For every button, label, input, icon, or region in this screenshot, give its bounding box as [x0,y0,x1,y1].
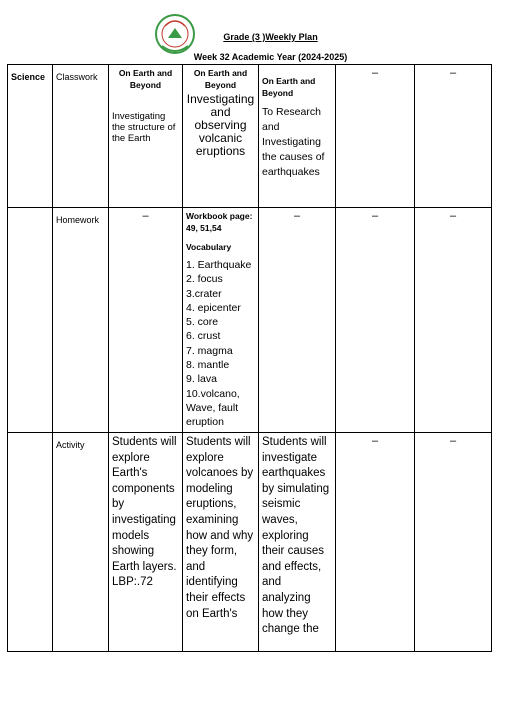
page-subtitle: Week 32 Academic Year (2024-2025) [193,52,348,62]
vocab-item: 4. epicenter [186,301,241,314]
lesson-objective: To Research and Investigating the causes of earthquakes [262,106,325,178]
page-title: Grade (3 )Weekly Plan [223,32,318,42]
activity-cell-3 [259,433,336,652]
subject-cell [8,65,53,208]
activity-label: Activity [56,440,85,450]
unit-title: On Earth and Beyond [118,68,173,90]
classwork-cell-1 [109,65,183,208]
lesson-objective: Investigating and observing volcanic eruptions [186,92,255,158]
vocabulary-title: Vocabulary [186,242,232,252]
unit-title: On Earth and Beyond [193,68,248,90]
row-label-cell [53,433,109,652]
subject-label: Science [11,72,46,82]
activity-row [8,433,492,652]
classwork-cell-3 [259,65,336,208]
vocab-item: 6. crust [186,330,221,343]
row-label-cell [53,208,109,433]
subject-cell-empty [8,433,53,652]
lesson-objective: Investigating the structure of the Earth [112,111,176,144]
vocab-item: 5. core [186,316,219,329]
vocab-item: 3.crater [186,287,222,300]
homework-row [8,208,492,433]
activity-cell-2 [183,433,259,652]
homework-cell-5: – [415,208,492,433]
vocab-item: 9. lava [186,373,217,386]
row-label-cell [53,65,109,208]
activity-cell-1 [109,433,183,652]
classwork-row [8,65,492,208]
homework-cell-2 [183,208,259,433]
unit-title: On Earth and Beyond [262,76,316,98]
activity-text: Students will explore Earth's components by investigating models showing Earth layers. LBP:.72 [112,436,177,589]
homework-cell-3: – [259,208,336,433]
homework-cell-1: – [109,208,183,433]
vocabulary-list [186,258,255,430]
classwork-label: Classwork [56,72,98,82]
vocab-item: 1. Earthquake [186,259,252,271]
vocab-item: 7. magma [186,344,233,357]
weekly-plan-table [7,64,492,652]
activity-cell-5: – [415,433,492,652]
vocab-item: 8. mantle [186,359,230,372]
homework-cell-4: – [336,208,415,433]
classwork-cell-2 [183,65,259,208]
classwork-cell-5: – [415,65,492,208]
subject-cell-empty [8,208,53,433]
activity-text: Students will investigate earthquakes by simulating seismic waves, exploring their causes and effects, and analyzing how they change the [262,436,330,636]
vocab-item: 2. focus [186,273,223,286]
activity-text: Students will explore volcanoes by modeling eruptions, examining how and why they form, and identifying their effects on Earth's [186,436,254,620]
vocab-item: 10.volcano, Wave, fault eruption [186,387,240,429]
activity-cell-4: – [336,433,415,652]
classwork-cell-4: – [336,65,415,208]
homework-label: Homework [56,215,100,225]
workbook-pages: Workbook page: 49, 51,54 [186,211,253,233]
